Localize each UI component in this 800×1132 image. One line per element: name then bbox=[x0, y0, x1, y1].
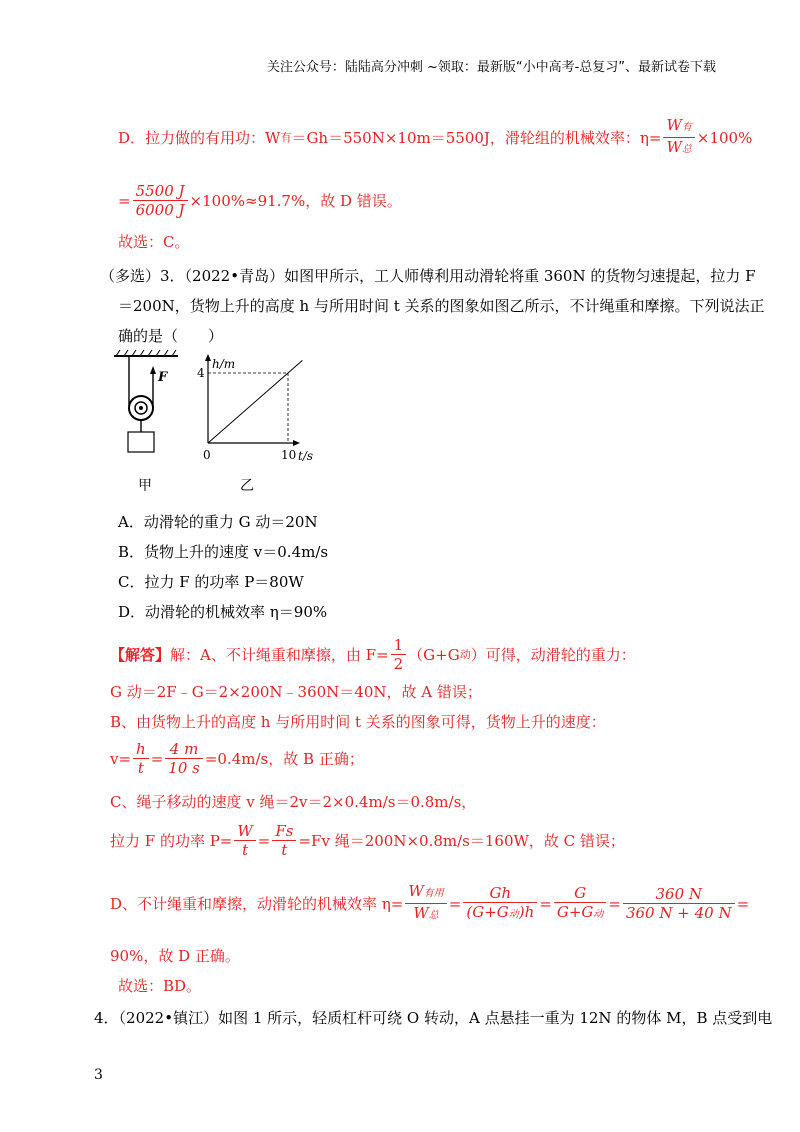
q4-line1: 4．（2022•镇江）如图 1 所示，轻质杠杆可绕 O 转动，A 点悬挂一重为 12N 的物体 M，B 点受到电 bbox=[94, 1009, 773, 1027]
frac-W: W bbox=[234, 822, 255, 841]
sol-l6a: 拉力 F 的功率 P= bbox=[110, 831, 233, 850]
caption-jia: 甲 bbox=[138, 478, 152, 494]
frac-den-gh-end: )h bbox=[518, 902, 535, 921]
frac-w-top: W bbox=[666, 116, 682, 134]
eff-w-bottom: W bbox=[413, 904, 429, 922]
y-axis-label: h/m bbox=[212, 357, 236, 371]
eq-sign-6: = bbox=[736, 894, 750, 913]
q3-line1: （多选）3．（2022•青岛）如图甲所示，工人师傅利用动滑轮将重 360N 的货物匀速提起，拉力 F bbox=[100, 267, 756, 285]
x-axis-arrow bbox=[293, 440, 300, 446]
fraction-g bbox=[554, 884, 607, 924]
x-axis-label: t/s bbox=[298, 449, 314, 463]
fraction-5500-6000 bbox=[133, 182, 188, 219]
eq-sign-2: = bbox=[257, 831, 271, 850]
fraction-w-t bbox=[234, 822, 255, 859]
solution-line-efficiency bbox=[110, 882, 749, 925]
option-c: C．拉力 F 的功率 P＝80W bbox=[118, 573, 304, 591]
q3-line2: ＝200N，货物上升的高度 h 与所用时间 t 关系的图象如图乙所示，不计绳重和摩擦。下列说法正 bbox=[118, 297, 765, 315]
times-100: ×100% bbox=[696, 128, 753, 147]
frac-den-gh: (G+G bbox=[466, 902, 509, 921]
frac-5500: 5500 J bbox=[133, 182, 188, 201]
fraction-fs-t bbox=[272, 822, 296, 859]
y-tick-4: 4 bbox=[197, 366, 205, 380]
sol-l4a: v= bbox=[110, 749, 132, 768]
solution-line-power bbox=[110, 822, 625, 859]
frac-h: h bbox=[133, 740, 149, 759]
option-d: D．动滑轮的机械效率 η＝90% bbox=[118, 603, 328, 621]
eq-sign-1: = bbox=[150, 749, 164, 768]
sol-l1c: ）可得，动滑轮的重力： bbox=[470, 645, 636, 664]
frac-t3: t bbox=[281, 841, 288, 859]
q3-line3: 确的是（ ） bbox=[118, 327, 224, 345]
figures-pulley-graph bbox=[108, 348, 338, 498]
frac-sub-dong-1: 动 bbox=[508, 908, 519, 920]
frac-t2: t bbox=[242, 841, 249, 859]
fraction-w-you-w-zong bbox=[663, 116, 694, 159]
cargo-box bbox=[128, 432, 154, 452]
page-header: 关注公众号：陆陆高分冲刺 ~领取：最新版“小中高考-总复习”、最新试卷下载 bbox=[266, 60, 716, 75]
option-a: A．动滑轮的重力 G 动＝20N bbox=[118, 513, 318, 531]
sol-l1b: （G+G bbox=[408, 645, 460, 664]
page-number: 3 bbox=[94, 1067, 103, 1083]
fraction-gh bbox=[463, 884, 537, 924]
eq-sign-3: = bbox=[448, 894, 462, 913]
eq-rest: ×100%≈91.7%，故 D 错误。 bbox=[189, 191, 402, 210]
sol-l4b: =0.4m/s，故 B 正确； bbox=[204, 749, 364, 768]
frac-6000: 6000 J bbox=[135, 201, 185, 219]
solution-line-3: B、由货物上升的高度 h 与所用时间 t 关系的图象可得，货物上升的速度： bbox=[110, 713, 606, 731]
sol-l7a: D、不计绳重和摩擦，动滑轮的机械效率 η= bbox=[110, 894, 404, 913]
y-axis-arrow bbox=[205, 354, 211, 361]
eq-prefix: = bbox=[118, 191, 131, 210]
eff-w-top: W bbox=[408, 882, 424, 900]
d-sub-you: 有 bbox=[280, 130, 292, 144]
eq-sign-5: = bbox=[608, 894, 621, 913]
solution-tag: 【解答】 bbox=[110, 645, 171, 664]
answer-bd: 故选：BD。 bbox=[118, 977, 202, 995]
frac-Fs: Fs bbox=[272, 822, 296, 841]
frac-w-bottom: W bbox=[666, 138, 682, 156]
pulley-diagram bbox=[114, 350, 178, 494]
solution-line-8: 90%，故 D 正确。 bbox=[110, 947, 240, 965]
answer-c: 故选：C。 bbox=[118, 233, 190, 251]
fraction-4m-10s bbox=[165, 740, 203, 777]
efficiency-result-line bbox=[118, 182, 402, 219]
option-d-efficiency-line bbox=[118, 116, 752, 159]
force-arrow bbox=[150, 366, 156, 374]
fraction-w-youyong-w-zong bbox=[405, 882, 446, 925]
pulley-axle bbox=[139, 406, 143, 410]
sol-sub-dong: 动 bbox=[459, 647, 471, 661]
eq-sign-4: = bbox=[539, 894, 552, 913]
x-tick-10: 10 bbox=[281, 448, 297, 462]
frac-Gh: Gh bbox=[463, 884, 537, 903]
eff-sub-youyong: 有用 bbox=[423, 888, 444, 899]
sol-l6b: =Fv 绳＝200N×0.8m/s＝160W，故 C 错误； bbox=[298, 831, 625, 850]
d-text-prefix: D．拉力做的有用功：W bbox=[118, 128, 281, 147]
solution-line-velocity bbox=[110, 740, 364, 777]
fraction-h-t bbox=[133, 740, 149, 777]
sol-l1a: 解：A、不计绳重和摩擦，由 F= bbox=[170, 645, 389, 664]
d-text-mid: ＝Gh＝550N×10m＝5500J，滑轮组的机械效率：η= bbox=[291, 128, 662, 147]
frac-sub-you: 有 bbox=[681, 122, 692, 133]
frac-sub-zong: 总 bbox=[681, 144, 692, 155]
fraction-360 bbox=[623, 885, 735, 922]
half-num: 1 bbox=[391, 636, 407, 655]
eff-sub-zong: 总 bbox=[428, 910, 439, 921]
frac-t: t bbox=[137, 759, 144, 777]
solution-line-5: C、绳子移动的速度 v 绳＝2v＝2×0.4m/s＝0.8m/s， bbox=[110, 793, 477, 811]
frac-360: 360 N bbox=[623, 885, 735, 904]
h-t-graph bbox=[197, 354, 313, 494]
frac-sub-dong-2: 动 bbox=[593, 908, 604, 920]
frac-den-400: 360 N + 40 N bbox=[625, 904, 732, 922]
option-b: B．货物上升的速度 v＝0.4m/s bbox=[118, 543, 329, 561]
frac-4m: 4 m bbox=[165, 740, 203, 759]
solution-line-a bbox=[110, 636, 636, 673]
half-den: 2 bbox=[393, 655, 404, 673]
fraction-one-half bbox=[391, 636, 407, 673]
force-label: F bbox=[158, 370, 168, 385]
origin-label: 0 bbox=[203, 448, 211, 462]
caption-yi: 乙 bbox=[240, 478, 254, 494]
frac-10s: 10 s bbox=[168, 759, 200, 777]
frac-G: G bbox=[554, 884, 607, 903]
solution-line-2: G 动＝2F﹣G＝2×200N﹣360N＝40N，故 A 错误； bbox=[110, 683, 482, 701]
frac-den-g: G+G bbox=[556, 902, 594, 921]
